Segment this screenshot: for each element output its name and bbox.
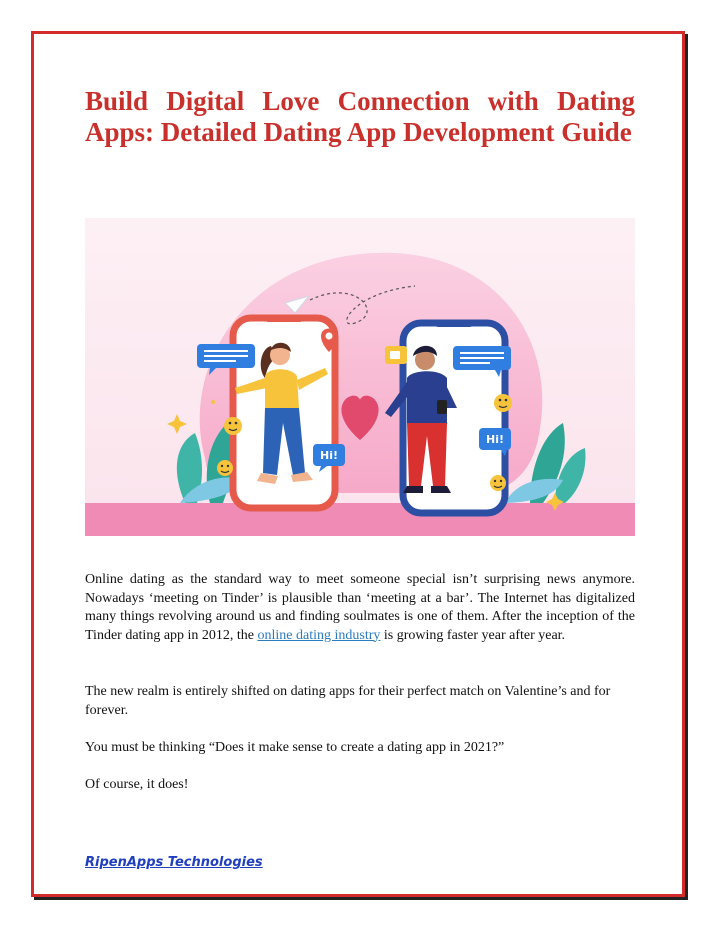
online-dating-industry-link[interactable]: online dating industry (257, 627, 381, 643)
company-name[interactable]: RipenApps Technologies (85, 855, 263, 870)
paragraph-intro-text-a: Online dating as the standard way to meet someone special isn’t surprising news anymore. Nowadays ‘meeting on Tinder’ is plausible than ‘meeting at a bar’. The Internet has digitalized many things revolving around us and finding soulmates is one of them. After the inception of the Tinder dating app in 2012, the (85, 572, 635, 643)
emoji-bottom-left (217, 460, 233, 476)
dot (211, 400, 215, 404)
emoji-right (494, 394, 512, 412)
paragraph-intro (85, 571, 635, 645)
emoji-left (224, 417, 242, 435)
hi-text-left: Hi! (320, 449, 338, 462)
paragraph-intro-text-b: is growing faster year after year. (380, 627, 566, 643)
paragraph-realm: The new realm is entirely shifted on dating apps for their perfect match on Valentine’s and for forever. (85, 684, 611, 718)
page-title: Build Digital Love Connection with Dating Apps: Detailed Dating App Development Guide (85, 86, 635, 147)
hero-illustration (85, 218, 635, 536)
coffee-icon (385, 346, 407, 364)
pink-floor (85, 503, 635, 536)
emoji-bottom-right (490, 475, 506, 491)
hi-text-right: Hi! (486, 433, 504, 446)
paragraph-answer: Of course, it does! (85, 777, 189, 792)
paragraph-question: You must be thinking “Does it make sense to create a dating app in 2021?” (85, 740, 505, 755)
